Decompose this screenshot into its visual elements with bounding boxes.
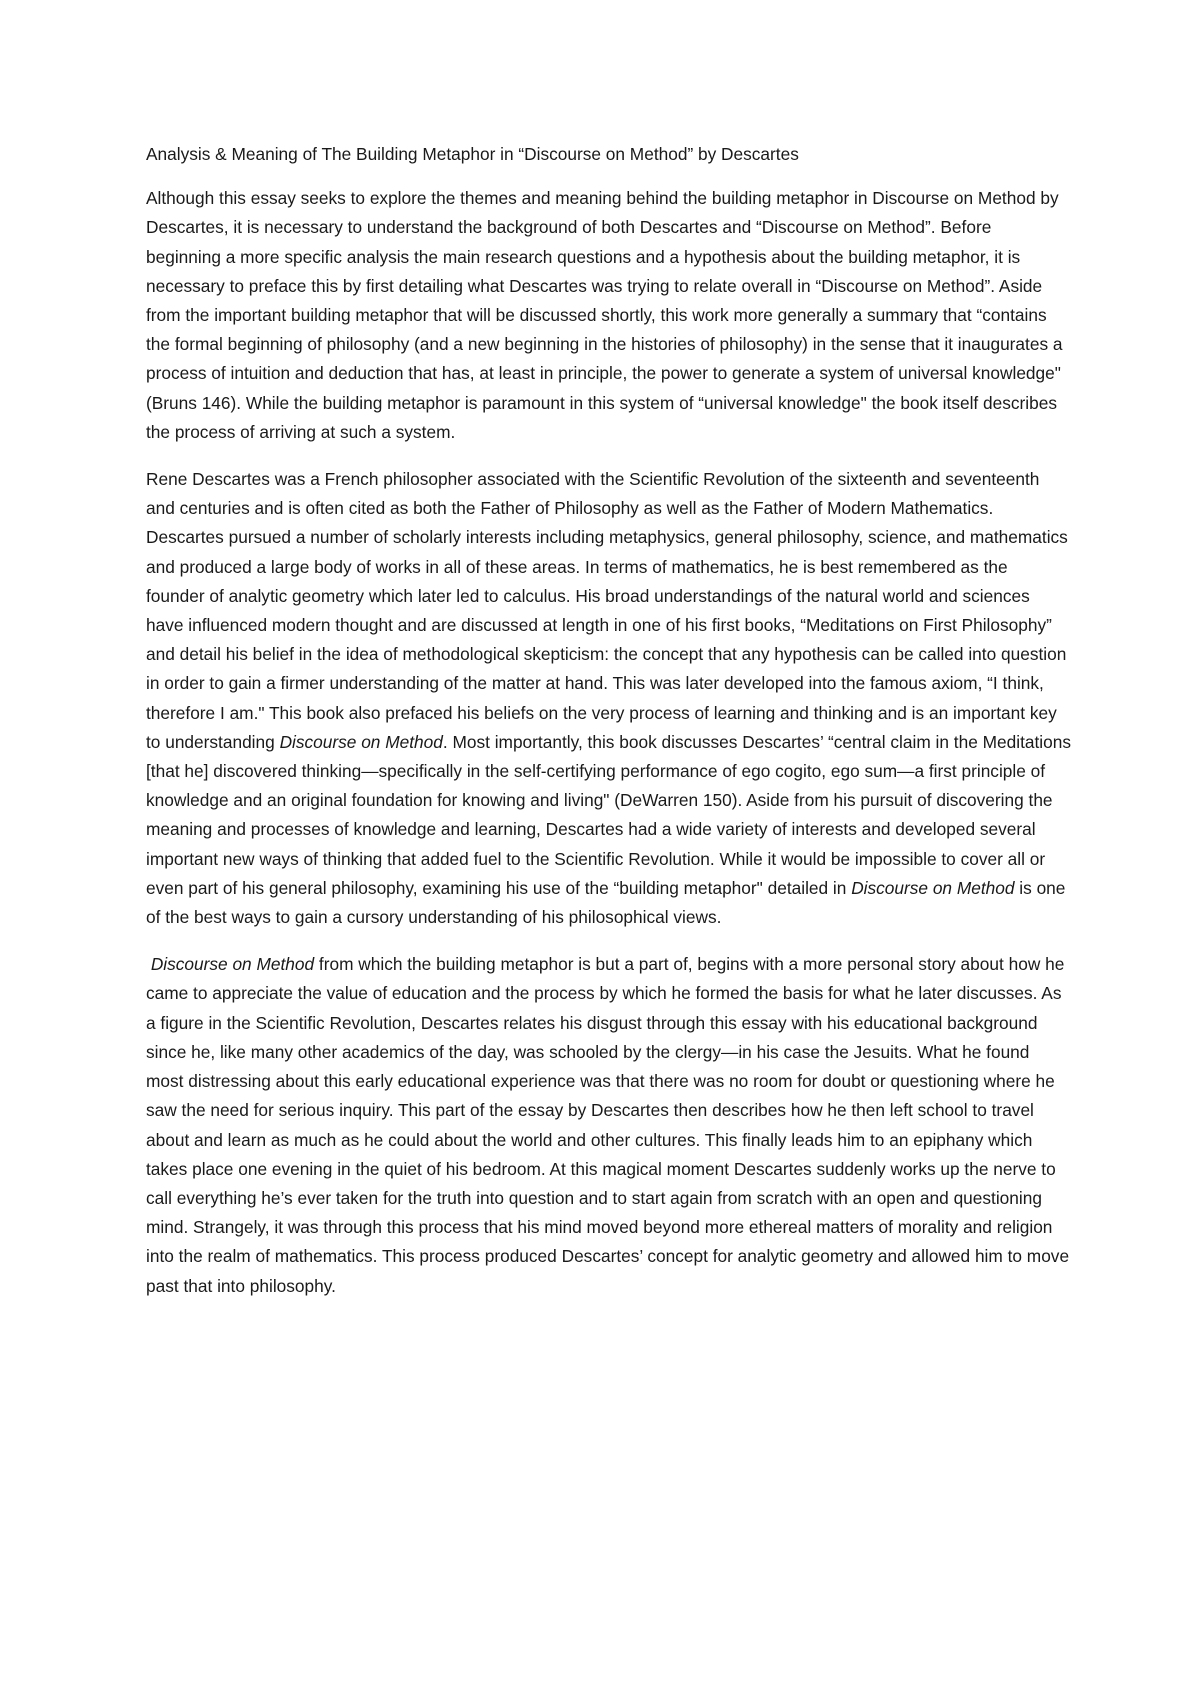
document-title: Analysis & Meaning of The Building Metaphor in “Discourse on Method” by Descartes [146, 144, 799, 164]
book-title-italic: Discourse on Method [851, 877, 1015, 898]
paragraph-biography-text-a: Rene Descartes was a French philosopher associated with the Scientific Revolution of the sixteenth and seventeenth and centuries and is often cited as both the Father of Philosophy as well as the Father of Modern Mathematics. Descartes pursued a number of scholarly interests including metaphysics, general philosophy, science, and mathematics and produced a large body of works in all of these areas. In terms of mathematics, he is best remembered as the founder of analytic geometry which later led to calculus. His broad understandings of the natural world and sciences have influenced modern thought and are discussed at length in one of his first books, “Meditations on First Philosophy” and detail his belief in the idea of methodological skepticism: the concept that any hypothesis can be called into question in order to gain a firmer understanding of the matter at hand. This was later developed into the famous axiom, “I think, therefore I am." This book also prefaced his beliefs on the very process of learning and thinking and is an important key to understanding [146, 469, 1068, 752]
book-title-italic: Discourse on Method [279, 731, 443, 752]
paragraph-discourse-text: from which the building metaphor is but a part of, begins with a more personal story about how he came to appreciate the value of education and the process by which he formed the basis for what he later discusses. As a figure in the Scientific Revolution, Descartes relates his disgust through this essay with his educational background since he, like many other academics of the day, was schooled by the clergy—in his case the Jesuits. What he found most distressing about this early educational experience was that there was no room for doubt or questioning where he saw the need for serious inquiry. This part of the essay by Descartes then describes how he then left school to travel about and learn as much as he could about the world and other cultures. This finally leads him to an epiphany which takes place one evening in the quiet of his bedroom. At this magical moment Descartes suddenly works up the nerve to call everything he’s ever taken for the truth into question and to start again from scratch with an open and questioning mind. Strangely, it was through this process that his mind moved beyond more ethereal matters of morality and religion into the realm of mathematics. This process produced Descartes’ concept for analytic geometry and allowed him to move past that into philosophy. [146, 954, 1070, 1296]
document-body [146, 140, 1071, 1319]
book-title-italic: Discourse on Method [150, 954, 315, 975]
paragraph-discourse [146, 950, 1071, 1300]
paragraph-biography-text-c: is one of the best ways to gain a cursory understanding of his philosophical views. [146, 877, 1066, 928]
paragraph-biography-text-b: . Most importantly, this book discusses Descartes’ “central claim in the Meditations [that he] discovered thinking—specifically in the self-certifying performance of ego cogito, ego sum—a first principle of knowledge and an original foundation for knowing and living" (DeWarren 150). Aside from his pursuit of discovering the meaning and processes of knowledge and learning, Descartes had a wide variety of interests and developed several important new ways of thinking that added fuel to the Scientific Revolution. While it would be impossible to cover all or even part of his general philosophy, examining his use of the “building metaphor" detailed in [146, 731, 1071, 898]
paragraph-biography [146, 465, 1071, 932]
paragraph-intro: Although this essay seeks to explore the themes and meaning behind the building metaphor in Discourse on Method by Descartes, it is necessary to understand the background of both Descartes and “Discourse on Method”. Before beginning a more specific analysis the main research questions and a hypothesis about the building metaphor, it is necessary to preface this by first detailing what Descartes was trying to relate overall in “Discourse on Method”. Aside from the important building metaphor that will be discussed shortly, this work more generally a summary that “contains the formal beginning of philosophy (and a new beginning in the histories of philosophy) in the sense that it inaugurates a process of intuition and deduction that has, at least in principle, the power to generate a system of universal knowledge" (Bruns 146). While the building metaphor is paramount in this system of “universal knowledge" the book itself describes the process of arriving at such a system. [146, 188, 1063, 442]
